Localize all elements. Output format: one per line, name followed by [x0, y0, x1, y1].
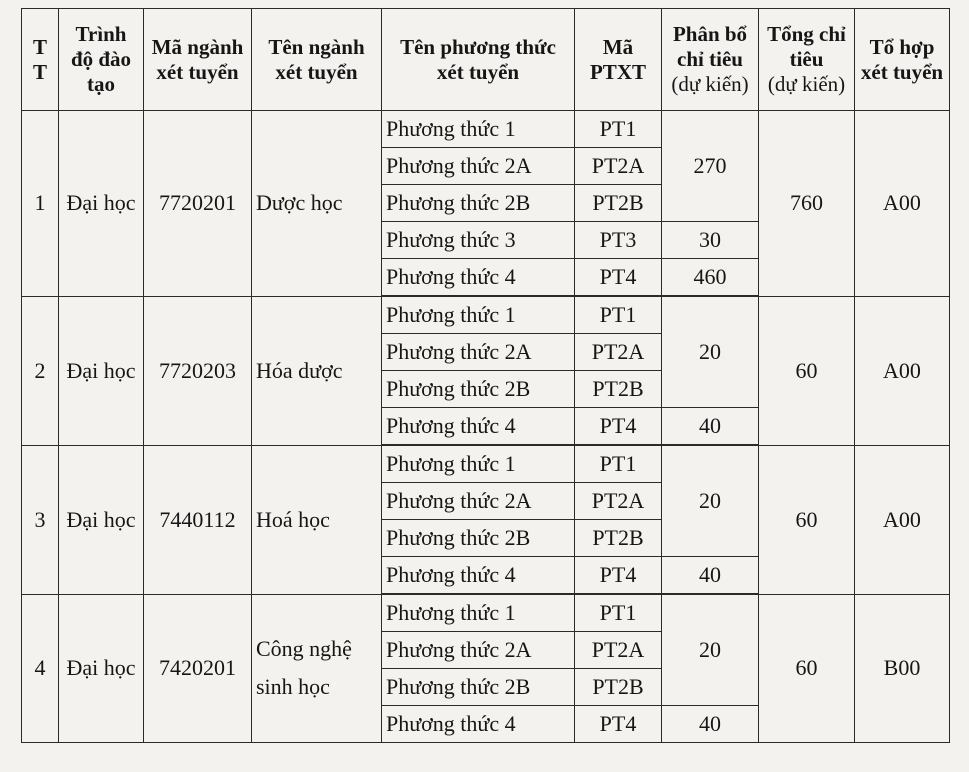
cell-allocation: 40: [662, 706, 759, 743]
cell-allocation: 460: [662, 259, 759, 297]
cell-allocation: 270: [662, 111, 759, 222]
header-total-sub: (dự kiến): [767, 71, 846, 96]
cell-major-code: 7420201: [144, 594, 252, 743]
cell-method-name: Phương thức 4: [382, 557, 575, 595]
table-row: [22, 445, 950, 483]
cell-method-code: PT4: [575, 706, 662, 743]
cell-method-code: PT2B: [575, 371, 662, 408]
cell-level: Đại học: [59, 111, 144, 297]
cell-method-code: PT4: [575, 557, 662, 595]
cell-method-code: PT2A: [575, 148, 662, 185]
cell-method-code: PT3: [575, 222, 662, 259]
cell-method-code: PT2B: [575, 520, 662, 557]
cell-method-name: Phương thức 2B: [382, 669, 575, 706]
cell-total: 760: [759, 111, 855, 297]
table-row: [22, 594, 950, 632]
cell-method-code: PT1: [575, 445, 662, 483]
cell-method-name: Phương thức 2A: [382, 148, 575, 185]
cell-allocation: 20: [662, 296, 759, 408]
cell-major-code: 7720201: [144, 111, 252, 297]
cell-method-name: Phương thức 1: [382, 445, 575, 483]
cell-allocation: 20: [662, 445, 759, 557]
header-combo: Tổ hợp xét tuyển: [855, 9, 950, 111]
cell-major-name: Công nghệ sinh học: [252, 594, 382, 743]
cell-method-code: PT2B: [575, 185, 662, 222]
cell-method-code: PT2A: [575, 483, 662, 520]
cell-method-code: PT1: [575, 594, 662, 632]
cell-method-code: PT1: [575, 296, 662, 334]
header-total: [759, 9, 855, 111]
cell-level: Đại học: [59, 445, 144, 594]
cell-combo: A00: [855, 296, 950, 445]
cell-total: 60: [759, 594, 855, 743]
cell-method-code: PT1: [575, 111, 662, 148]
cell-method-name: Phương thức 1: [382, 296, 575, 334]
cell-method-code: PT2B: [575, 669, 662, 706]
cell-combo: A00: [855, 111, 950, 297]
cell-tt: 4: [22, 594, 59, 743]
cell-method-name: Phương thức 4: [382, 706, 575, 743]
cell-method-name: Phương thức 2A: [382, 632, 575, 669]
cell-method-name: Phương thức 1: [382, 111, 575, 148]
header-row: [22, 9, 950, 111]
cell-allocation: 30: [662, 222, 759, 259]
cell-allocation: 40: [662, 557, 759, 595]
cell-combo: A00: [855, 445, 950, 594]
header-tt: T T: [22, 9, 59, 111]
cell-tt: 2: [22, 296, 59, 445]
cell-method-name: Phương thức 3: [382, 222, 575, 259]
cell-method-code: PT4: [575, 259, 662, 297]
cell-method-code: PT4: [575, 408, 662, 446]
cell-level: Đại học: [59, 296, 144, 445]
cell-major-code: 7720203: [144, 296, 252, 445]
cell-method-name: Phương thức 4: [382, 408, 575, 446]
header-total-title: Tổng chỉ tiêu: [767, 22, 846, 72]
cell-level: Đại học: [59, 594, 144, 743]
cell-method-name: Phương thức 2B: [382, 185, 575, 222]
admissions-table: [21, 8, 950, 743]
header-allocation-sub: (dự kiến): [671, 71, 749, 96]
table-row: [22, 296, 950, 334]
cell-major-code: 7440112: [144, 445, 252, 594]
cell-method-name: Phương thức 2A: [382, 483, 575, 520]
cell-method-code: PT2A: [575, 334, 662, 371]
cell-method-name: Phương thức 2A: [382, 334, 575, 371]
cell-tt: 3: [22, 445, 59, 594]
header-level: Trình độ đào tạo: [59, 9, 144, 111]
cell-allocation: 20: [662, 594, 759, 706]
cell-major-name: Hoá học: [252, 445, 382, 594]
header-allocation: [662, 9, 759, 111]
cell-method-code: PT2A: [575, 632, 662, 669]
cell-method-name: Phương thức 1: [382, 594, 575, 632]
cell-method-name: Phương thức 2B: [382, 371, 575, 408]
header-method-name: Tên phương thức xét tuyển: [382, 9, 575, 111]
cell-tt: 1: [22, 111, 59, 297]
cell-method-name: Phương thức 2B: [382, 520, 575, 557]
header-method-code: Mã PTXT: [575, 9, 662, 111]
cell-total: 60: [759, 296, 855, 445]
header-major-code: Mã ngành xét tuyển: [144, 9, 252, 111]
header-allocation-title: Phân bổ chỉ tiêu: [672, 22, 748, 72]
cell-method-name: Phương thức 4: [382, 259, 575, 297]
header-major-name: Tên ngành xét tuyển: [252, 9, 382, 111]
cell-major-name: Hóa dược: [252, 296, 382, 445]
cell-total: 60: [759, 445, 855, 594]
table-row: [22, 111, 950, 148]
cell-combo: B00: [855, 594, 950, 743]
cell-allocation: 40: [662, 408, 759, 446]
cell-major-name: Dược học: [252, 111, 382, 297]
